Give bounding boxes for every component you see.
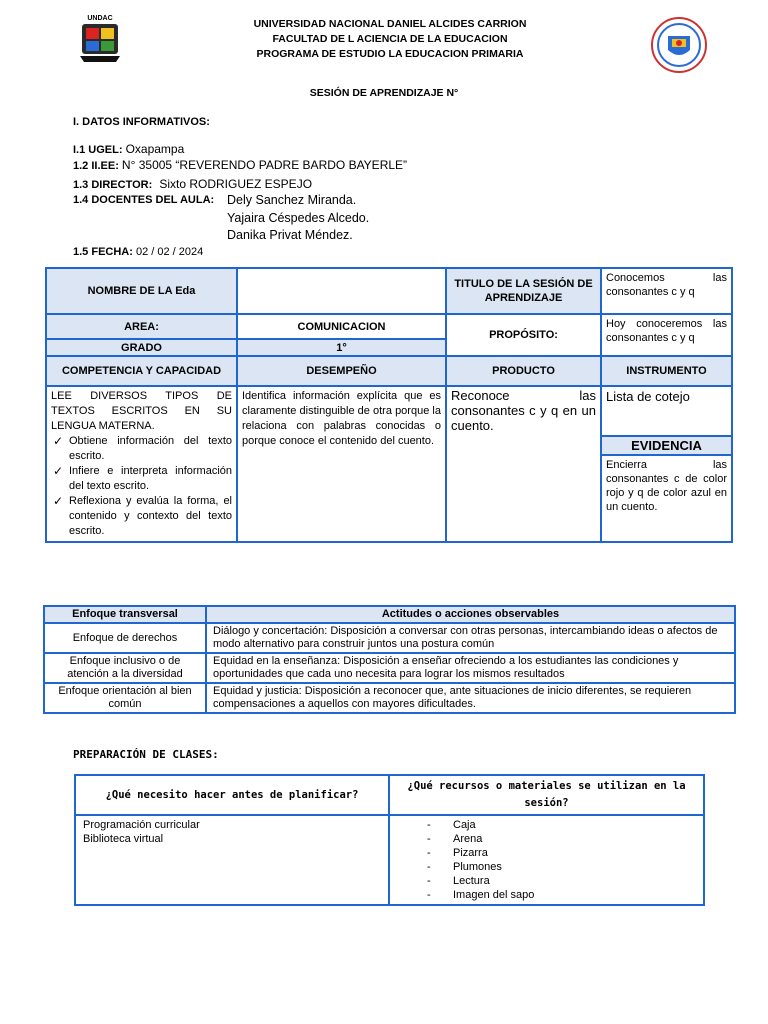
producto-text — [446, 386, 601, 542]
nombre-eda-value — [237, 268, 446, 314]
actitud-cell: Equidad y justicia: Disposición a reconocer que, ante situaciones de inicio diferentes, se requieren compensaciones a aquellos con mayores dificultades. — [206, 683, 735, 713]
area-label: AREA: — [46, 314, 237, 339]
faculty-name: FACULTAD DE L ACIENCIA DE LA EDUCACION — [272, 33, 508, 45]
table-row — [44, 683, 735, 713]
capacidad-item: ✓ Infiere e interpreta información del texto escrito. — [51, 464, 232, 494]
capacidades-list — [51, 434, 232, 539]
enfoque-cell: Enfoque de derechos — [44, 623, 206, 653]
info-director — [73, 177, 312, 191]
list-item: - Plumones — [427, 860, 696, 874]
list-item: - Caja — [427, 818, 696, 832]
instrumento-label: INSTRUMENTO — [601, 356, 732, 386]
proposito-value: Hoy conoceremos las consonantes c y q — [601, 314, 732, 356]
program-name: PROGRAMA DE ESTUDIO LA EDUCACION PRIMARIA — [256, 48, 524, 60]
undac-logo — [76, 12, 124, 64]
escuela-logo — [650, 16, 708, 74]
evidencia-label: EVIDENCIA — [602, 437, 731, 456]
enfoque-cell: Enfoque orientación al bien común — [44, 683, 206, 713]
nombre-eda-label: NOMBRE DE LA Eda — [46, 268, 237, 314]
preparacion-title: PREPARACIÓN DE CLASES: — [73, 748, 219, 761]
teacher-name: Yajaira Céspedes Alcedo. — [227, 211, 370, 225]
iiee-label: 1.2 II.EE: — [73, 160, 119, 172]
preparacion-table — [74, 774, 705, 906]
producto-text-content: Reconoce las consonantes c y q en un cuento. — [451, 388, 596, 433]
section-title-datos: I. DATOS INFORMATIVOS: — [73, 116, 210, 128]
competencia-cell — [46, 386, 237, 542]
list-item: Biblioteca virtual — [83, 833, 164, 845]
antes-header: ¿Qué necesito hacer antes de planificar? — [75, 775, 389, 815]
area-value: COMUNICACION — [237, 314, 446, 339]
list-item: - Arena — [427, 832, 696, 846]
recursos-header: ¿Qué recursos o materiales se utilizan en la sesión? — [389, 775, 704, 815]
actitud-cell: Equidad en la enseñanza: Disposición a enseñar ofreciendo a los estudiantes las condiciones y oportunidades que cada uno necesita para lograr los mismos resultados — [206, 653, 735, 683]
titulo-sesion-label: TITULO DE LA SESIÓN DE APRENDIZAJE — [446, 268, 601, 314]
desempeno-text: Identifica información explícita que es claramente distinguible de otra porque la relaciona con palabras conocidas o porque conoce el contenido del cuento. — [237, 386, 446, 542]
info-docentes — [73, 194, 214, 206]
recursos-cell — [389, 815, 704, 905]
competencia-text: LEE DIVERSOS TIPOS DE TEXTOS ESCRITOS EN SU LENGUA MATERNA. — [51, 390, 232, 432]
list-item: - Imagen del sapo — [427, 888, 696, 902]
capacidad-item: ✓ Reflexiona y evalúa la forma, el contenido y contexto del texto escrito. — [51, 494, 232, 539]
iiee-value: N° 35005 “REVERENDO PADRE BARDO BAYERLE” — [121, 158, 408, 172]
capacidad-item: ✓ Obtiene información del texto escrito. — [51, 434, 232, 464]
info-ugel — [73, 142, 184, 156]
evidencia-text: Encierra las consonantes c de color rojo y q de color azul en un cuento. — [606, 459, 727, 513]
table-row — [44, 653, 735, 683]
enfoque-cell: Enfoque inclusivo o de atención a la diversidad — [44, 653, 206, 683]
list-item: - Lectura — [427, 874, 696, 888]
actitudes-header: Actitudes o acciones observables — [206, 606, 735, 623]
list-item: - Pizarra — [427, 846, 696, 860]
docentes-label: 1.4 DOCENTES DEL AULA: — [73, 194, 215, 206]
grado-label: GRADO — [46, 339, 237, 356]
grado-value: 1° — [237, 339, 446, 356]
session-table — [45, 267, 733, 543]
actitud-cell: Diálogo y concertación: Disposición a conversar con otras personas, intercambiando ideas o afectos de modo alternativo para construir juntos una postura común — [206, 623, 735, 653]
titulo-sesion-value: Conocemos las consonantes c y q — [601, 268, 732, 314]
table-row — [44, 623, 735, 653]
producto-label: PRODUCTO — [446, 356, 601, 386]
enfoque-table — [43, 605, 736, 714]
list-item: Programación curricular — [83, 819, 200, 831]
fecha-label: 1.5 FECHA: — [73, 246, 133, 258]
teacher-name: Dely Sanchez Miranda. — [227, 193, 357, 207]
director-value: Sixto RODRIGUEZ ESPEJO — [159, 177, 313, 191]
evidencia-cell — [601, 436, 732, 542]
competencia-label: COMPETENCIA Y CAPACIDAD — [46, 356, 237, 386]
instrumento-text: Lista de cotejo — [601, 386, 732, 436]
proposito-label: PROPÓSITO: — [446, 314, 601, 356]
ugel-label: I.1 UGEL: — [73, 144, 123, 156]
recursos-list — [397, 818, 696, 902]
document-title: SESIÓN DE APRENDIZAJE N° — [309, 87, 459, 99]
ugel-value: Oxapampa — [125, 142, 185, 156]
fecha-value: 02 / 02 / 2024 — [135, 246, 204, 258]
info-fecha — [73, 246, 203, 258]
antes-cell — [75, 815, 389, 905]
enfoque-header: Enfoque transversal — [44, 606, 206, 623]
director-label: 1.3 DIRECTOR: — [73, 179, 153, 191]
teacher-name: Danika Privat Méndez. — [227, 228, 353, 242]
undac-logo-text: UNDAC — [87, 15, 113, 22]
info-iiee — [73, 158, 407, 172]
desempeno-label: DESEMPEÑO — [237, 356, 446, 386]
university-name: UNIVERSIDAD NACIONAL DANIEL ALCIDES CARRION — [253, 18, 527, 30]
